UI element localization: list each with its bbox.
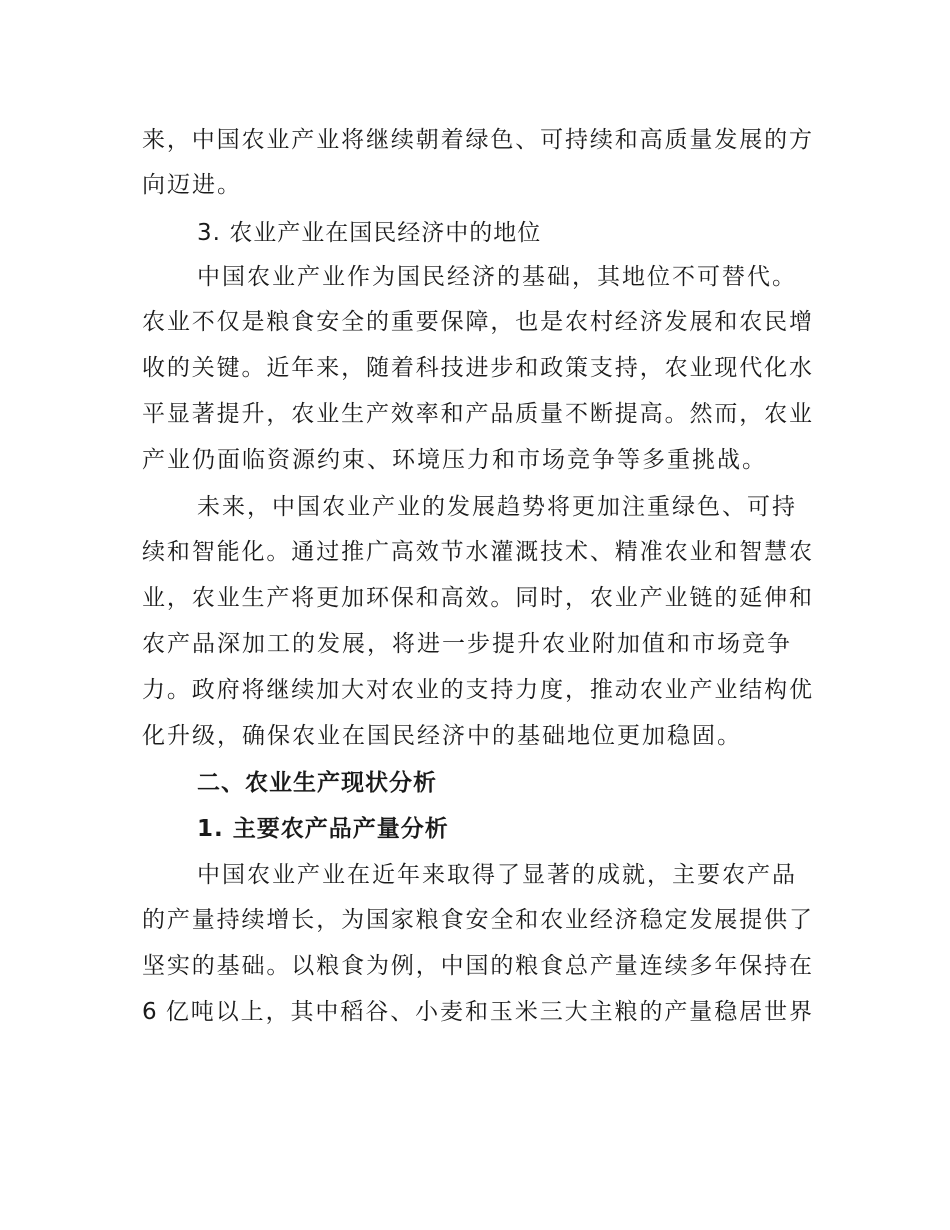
text-line: 中国农业产业作为国民经济的基础，其地位不可替代。 xyxy=(197,264,797,290)
text-line: 平显著提升，农业生产效率和产品质量不断提高。然而，农业 xyxy=(142,401,812,427)
section-heading: 二、农业生产现状分析 xyxy=(197,770,437,796)
text-line: 农业不仅是粮食安全的重要保障，也是农村经济发展和农民增 xyxy=(142,309,812,335)
text-line: 化升级，确保农业在国民经济中的基础地位更加稳固。 xyxy=(142,723,742,749)
text-line: 坚实的基础。以粮食为例，中国的粮食总产量连续多年保持在 xyxy=(142,953,812,979)
section-subheading: 1. 主要农产品产量分析 xyxy=(197,816,449,842)
text-line: 业，农业生产将更加环保和高效。同时，农业产业链的延伸和 xyxy=(142,585,812,611)
text-line: 6 亿吨以上，其中稻谷、小麦和玉米三大主粮的产量稳居世界 xyxy=(142,999,812,1025)
text-line: 续和智能化。通过推广高效节水灌溉技术、精准农业和智慧农 xyxy=(142,539,812,565)
text-line: 收的关键。近年来，随着科技进步和政策支持，农业现代化水 xyxy=(142,355,812,381)
text-line: 力。政府将继续加大对农业的支持力度，推动农业产业结构优 xyxy=(142,677,812,703)
text-line: 来，中国农业产业将继续朝着绿色、可持续和高质量发展的方 xyxy=(142,127,812,153)
text-line: 产业仍面临资源约束、环境压力和市场竞争等多重挑战。 xyxy=(142,447,767,473)
text-line: 向迈进。 xyxy=(142,172,242,198)
text-line: 中国农业产业在近年来取得了显著的成就，主要农产品 xyxy=(197,862,797,888)
text-line: 未来，中国农业产业的发展趋势将更加注重绿色、可持 xyxy=(197,494,797,520)
text-line: 农产品深加工的发展，将进一步提升农业附加值和市场竞争 xyxy=(142,631,792,657)
section-subheading: 3. 农业产业在国民经济中的地位 xyxy=(197,220,542,246)
text-line: 的产量持续增长，为国家粮食安全和农业经济稳定发展提供了 xyxy=(142,907,812,933)
